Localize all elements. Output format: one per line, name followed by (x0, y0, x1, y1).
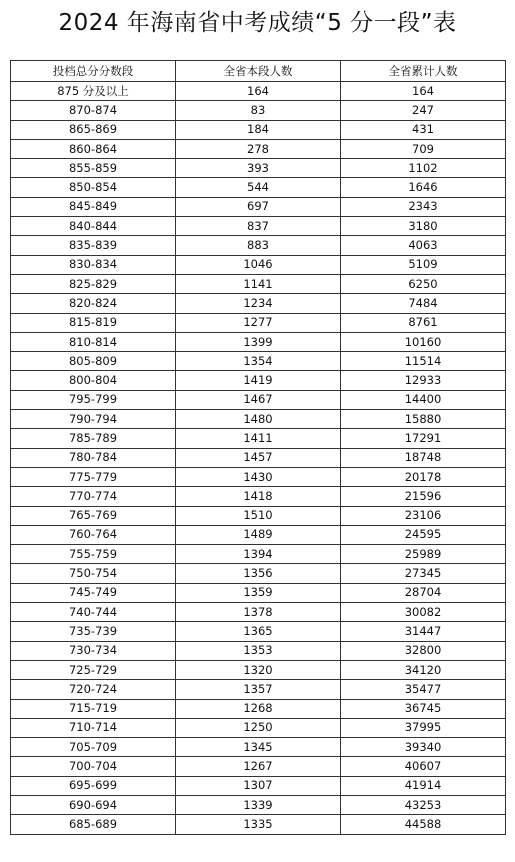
score-range-cell: 780-784 (11, 448, 176, 467)
cumulative-count-cell: 37995 (341, 718, 506, 737)
segment-count-cell: 1467 (176, 390, 341, 409)
table-row (11, 622, 506, 641)
table-row (11, 506, 506, 525)
score-range-cell: 720-724 (11, 680, 176, 699)
table-row (11, 139, 506, 158)
table-row (11, 660, 506, 679)
segment-count-cell: 1046 (176, 255, 341, 274)
header-score-range: 投档总分分数段 (11, 61, 176, 82)
segment-count-cell: 883 (176, 236, 341, 255)
header-segment-count: 全省本段人数 (176, 61, 341, 82)
cumulative-count-cell: 40607 (341, 757, 506, 776)
cumulative-count-cell: 6250 (341, 274, 506, 293)
cumulative-count-cell: 164 (341, 82, 506, 101)
table-row (11, 294, 506, 313)
table-row (11, 82, 506, 101)
table-row (11, 641, 506, 660)
segment-count-cell: 83 (176, 101, 341, 120)
score-range-cell: 775-779 (11, 467, 176, 486)
table-row (11, 159, 506, 178)
table-row (11, 274, 506, 293)
segment-count-cell: 1320 (176, 660, 341, 679)
score-range-cell: 760-764 (11, 525, 176, 544)
segment-count-cell: 837 (176, 217, 341, 236)
score-range-cell: 705-709 (11, 738, 176, 757)
cumulative-count-cell: 3180 (341, 217, 506, 236)
segment-count-cell: 1359 (176, 583, 341, 602)
cumulative-count-cell: 25989 (341, 545, 506, 564)
segment-count-cell: 1399 (176, 332, 341, 351)
score-range-cell: 745-749 (11, 583, 176, 602)
table-row (11, 390, 506, 409)
score-range-cell: 755-759 (11, 545, 176, 564)
cumulative-count-cell: 41914 (341, 776, 506, 795)
segment-count-cell: 1353 (176, 641, 341, 660)
score-range-cell: 835-839 (11, 236, 176, 255)
score-range-cell: 855-859 (11, 159, 176, 178)
table-row (11, 583, 506, 602)
score-range-cell: 695-699 (11, 776, 176, 795)
segment-count-cell: 1250 (176, 718, 341, 737)
score-range-cell: 740-744 (11, 603, 176, 622)
score-range-cell: 820-824 (11, 294, 176, 313)
cumulative-count-cell: 1646 (341, 178, 506, 197)
table-row (11, 525, 506, 544)
cumulative-count-cell: 709 (341, 139, 506, 158)
table-row (11, 776, 506, 795)
table-header-row (11, 61, 506, 82)
table-row (11, 467, 506, 486)
score-range-cell: 800-804 (11, 371, 176, 390)
score-range-cell: 830-834 (11, 255, 176, 274)
segment-count-cell: 1411 (176, 429, 341, 448)
segment-count-cell: 1268 (176, 699, 341, 718)
score-range-cell: 815-819 (11, 313, 176, 332)
segment-count-cell: 1430 (176, 467, 341, 486)
segment-count-cell: 1335 (176, 815, 341, 834)
table-row (11, 487, 506, 506)
cumulative-count-cell: 28704 (341, 583, 506, 602)
segment-count-cell: 1510 (176, 506, 341, 525)
score-range-cell: 730-734 (11, 641, 176, 660)
segment-count-cell: 1489 (176, 525, 341, 544)
score-range-cell: 735-739 (11, 622, 176, 641)
score-range-cell: 790-794 (11, 410, 176, 429)
cumulative-count-cell: 34120 (341, 660, 506, 679)
segment-count-cell: 1357 (176, 680, 341, 699)
segment-count-cell: 1277 (176, 313, 341, 332)
cumulative-count-cell: 15880 (341, 410, 506, 429)
cumulative-count-cell: 43253 (341, 795, 506, 814)
segment-count-cell: 1418 (176, 487, 341, 506)
cumulative-count-cell: 2343 (341, 197, 506, 216)
cumulative-count-cell: 12933 (341, 371, 506, 390)
cumulative-count-cell: 36745 (341, 699, 506, 718)
cumulative-count-cell: 35477 (341, 680, 506, 699)
score-distribution-table (10, 60, 506, 835)
header-cumulative-count: 全省累计人数 (341, 61, 506, 82)
table-row (11, 332, 506, 351)
table-row (11, 410, 506, 429)
table-row (11, 120, 506, 139)
cumulative-count-cell: 1102 (341, 159, 506, 178)
score-range-cell: 690-694 (11, 795, 176, 814)
cumulative-count-cell: 44588 (341, 815, 506, 834)
cumulative-count-cell: 24595 (341, 525, 506, 544)
segment-count-cell: 697 (176, 197, 341, 216)
table-body (11, 82, 506, 835)
segment-count-cell: 544 (176, 178, 341, 197)
table-row (11, 718, 506, 737)
segment-count-cell: 1307 (176, 776, 341, 795)
score-range-cell: 725-729 (11, 660, 176, 679)
cumulative-count-cell: 17291 (341, 429, 506, 448)
table-row (11, 545, 506, 564)
score-range-cell: 685-689 (11, 815, 176, 834)
score-range-cell: 795-799 (11, 390, 176, 409)
table-row (11, 795, 506, 814)
table-row (11, 371, 506, 390)
score-range-cell: 810-814 (11, 332, 176, 351)
table-row (11, 255, 506, 274)
table-row (11, 197, 506, 216)
segment-count-cell: 1457 (176, 448, 341, 467)
score-range-cell: 865-869 (11, 120, 176, 139)
cumulative-count-cell: 31447 (341, 622, 506, 641)
table-row (11, 564, 506, 583)
segment-count-cell: 393 (176, 159, 341, 178)
score-range-cell: 710-714 (11, 718, 176, 737)
segment-count-cell: 1354 (176, 352, 341, 371)
segment-count-cell: 1365 (176, 622, 341, 641)
segment-count-cell: 1378 (176, 603, 341, 622)
cumulative-count-cell: 23106 (341, 506, 506, 525)
table-row (11, 738, 506, 757)
table-row (11, 178, 506, 197)
segment-count-cell: 1356 (176, 564, 341, 583)
segment-count-cell: 1339 (176, 795, 341, 814)
score-range-cell: 860-864 (11, 139, 176, 158)
cumulative-count-cell: 20178 (341, 467, 506, 486)
table-row (11, 313, 506, 332)
score-range-cell: 805-809 (11, 352, 176, 371)
table-row (11, 352, 506, 371)
score-range-cell: 770-774 (11, 487, 176, 506)
score-range-cell: 870-874 (11, 101, 176, 120)
score-range-cell: 785-789 (11, 429, 176, 448)
table-row (11, 699, 506, 718)
table-row (11, 217, 506, 236)
table-row (11, 757, 506, 776)
cumulative-count-cell: 7484 (341, 294, 506, 313)
segment-count-cell: 1394 (176, 545, 341, 564)
cumulative-count-cell: 32800 (341, 641, 506, 660)
score-range-cell: 840-844 (11, 217, 176, 236)
cumulative-count-cell: 8761 (341, 313, 506, 332)
page-title: 2024 年海南省中考成绩“5 分一段”表 (58, 10, 457, 36)
segment-count-cell: 1345 (176, 738, 341, 757)
score-range-cell: 700-704 (11, 757, 176, 776)
cumulative-count-cell: 18748 (341, 448, 506, 467)
table-row (11, 448, 506, 467)
cumulative-count-cell: 247 (341, 101, 506, 120)
cumulative-count-cell: 10160 (341, 332, 506, 351)
score-range-cell: 825-829 (11, 274, 176, 293)
table-row (11, 815, 506, 834)
score-range-cell: 850-854 (11, 178, 176, 197)
cumulative-count-cell: 27345 (341, 564, 506, 583)
table-row (11, 101, 506, 120)
segment-count-cell: 1141 (176, 274, 341, 293)
cumulative-count-cell: 431 (341, 120, 506, 139)
table-row (11, 429, 506, 448)
cumulative-count-cell: 30082 (341, 603, 506, 622)
cumulative-count-cell: 5109 (341, 255, 506, 274)
cumulative-count-cell: 11514 (341, 352, 506, 371)
segment-count-cell: 1419 (176, 371, 341, 390)
score-range-cell: 750-754 (11, 564, 176, 583)
table-row (11, 603, 506, 622)
segment-count-cell: 1480 (176, 410, 341, 429)
cumulative-count-cell: 21596 (341, 487, 506, 506)
cumulative-count-cell: 4063 (341, 236, 506, 255)
score-range-cell: 715-719 (11, 699, 176, 718)
score-range-cell: 765-769 (11, 506, 176, 525)
segment-count-cell: 184 (176, 120, 341, 139)
cumulative-count-cell: 14400 (341, 390, 506, 409)
segment-count-cell: 1234 (176, 294, 341, 313)
score-range-cell: 875 分及以上 (11, 82, 176, 101)
segment-count-cell: 1267 (176, 757, 341, 776)
segment-count-cell: 164 (176, 82, 341, 101)
cumulative-count-cell: 39340 (341, 738, 506, 757)
table-row (11, 236, 506, 255)
score-range-cell: 845-849 (11, 197, 176, 216)
table-row (11, 680, 506, 699)
segment-count-cell: 278 (176, 139, 341, 158)
